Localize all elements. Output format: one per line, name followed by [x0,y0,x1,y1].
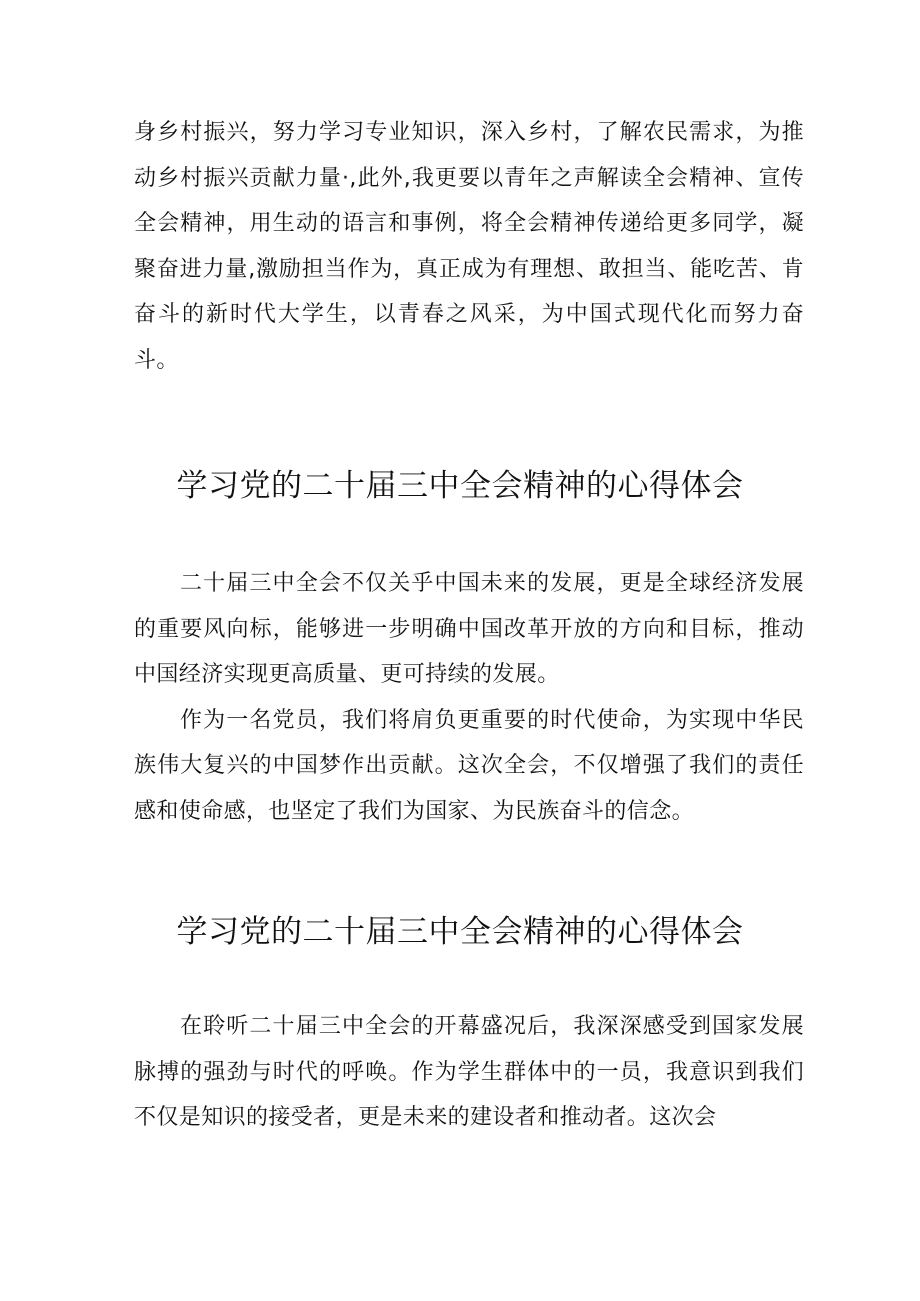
intro-section [134,110,804,383]
section-1-paragraph-1: 二十届三中全会不仅关乎中国未来的发展，更是全球经济发展的重要风向标，能够进一步明确中国改革开放的方向和目标，推动中国经济实现更高质量、更可持续的发展。 [134,571,804,687]
section-2-paragraph-1: 在聆听二十届三中全会的开幕盛况后，我深深感受到国家发展脉搏的强劲与时代的呼唤。作为学生群体中的一员，我意识到我们不仅是知识的接受者，更是未来的建设者和推动者。这次会 [134,1014,804,1130]
intro-paragraph: 身乡村振兴，努力学习专业知识，深入乡村，了解农民需求，为推动乡村振兴贡献力量·,此外,我更要以青年之声解读全会精神、宣传全会精神，用生动的语言和事例，将全会精神传递给更多同学，凝聚奋进力量,激励担当作为，真正成为有理想、敢担当、能吃苦、肯奋斗的新时代大学生，以青春之风采，为中国式现代化而努力奋斗。 [134,120,804,373]
section-title-1: 学习党的二十届三中全会精神的心得体会 [176,468,744,504]
section-2-body [134,1004,804,1141]
section-1-body [134,561,804,834]
section-title-2: 学习党的二十届三中全会精神的心得体会 [176,914,744,950]
section-1-paragraph-2: 作为一名党员，我们将肩负更重要的时代使命，为实现中华民族伟大复兴的中国梦作出贡献。这次全会，不仅增强了我们的责任感和使命感，也坚定了我们为国家、为民族奋斗的信念。 [134,707,804,824]
